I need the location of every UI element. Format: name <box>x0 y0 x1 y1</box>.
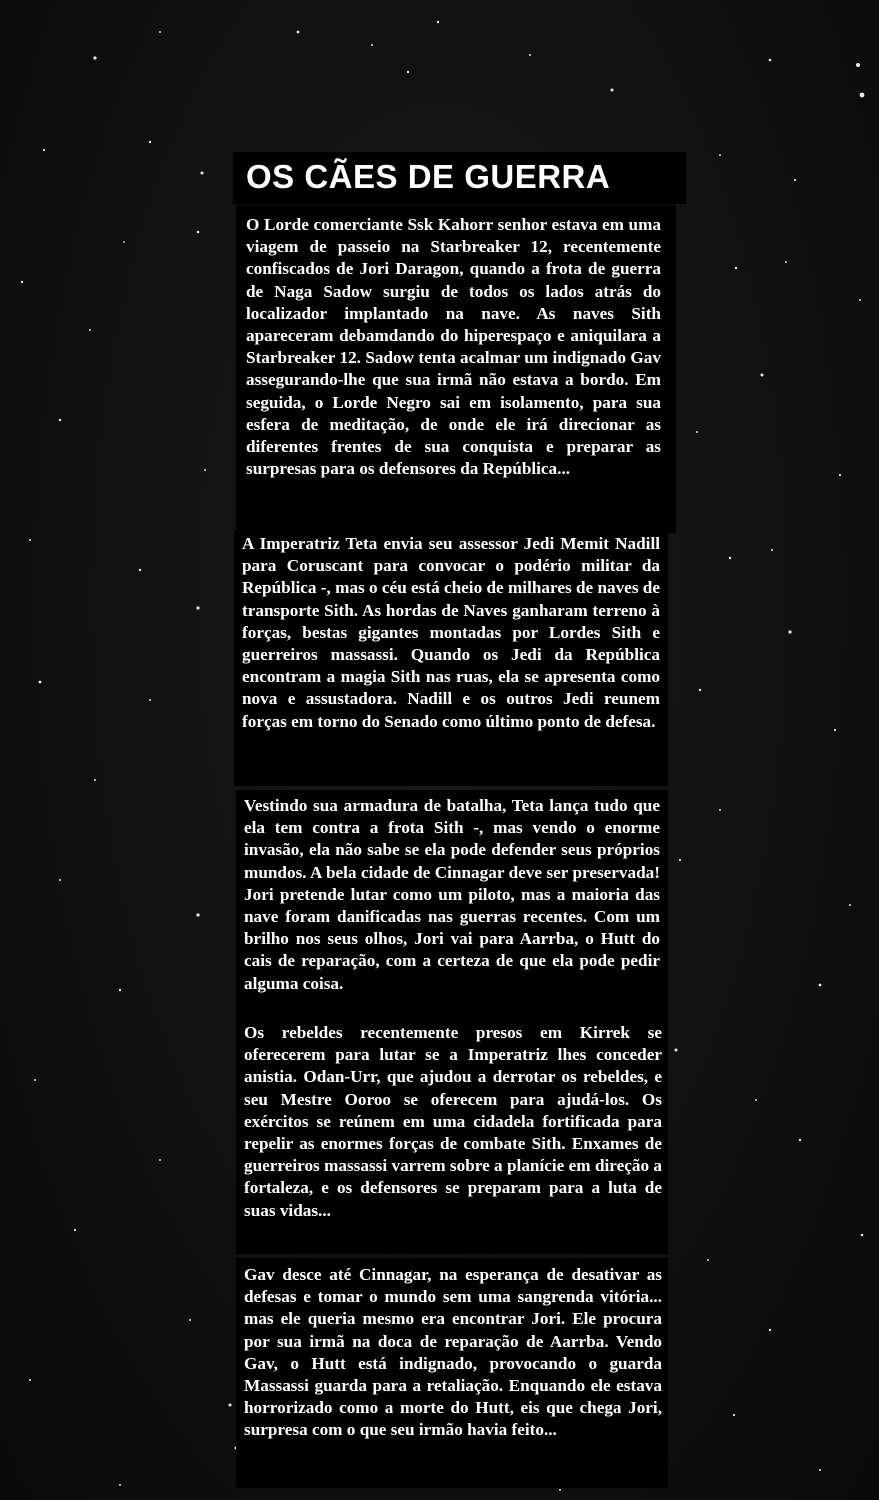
star <box>761 374 764 377</box>
star <box>834 729 836 731</box>
star <box>229 1404 232 1407</box>
star <box>849 904 851 906</box>
star <box>29 1379 31 1381</box>
star <box>123 241 125 243</box>
star <box>29 539 31 541</box>
star <box>699 689 701 691</box>
star <box>139 569 141 571</box>
star <box>297 31 300 34</box>
star <box>719 154 721 156</box>
star <box>733 1414 735 1416</box>
star <box>407 71 409 73</box>
star <box>839 474 841 476</box>
star <box>197 231 200 234</box>
star <box>204 469 206 471</box>
star <box>159 1159 161 1161</box>
star <box>860 93 865 98</box>
star <box>196 606 199 609</box>
star <box>755 1099 757 1101</box>
star <box>611 89 614 92</box>
star <box>34 1079 36 1081</box>
star <box>735 267 737 269</box>
star <box>437 21 439 23</box>
star <box>819 1469 821 1471</box>
star <box>196 913 199 916</box>
story-paragraph-2: A Imperatriz Teta envia seu assessor Jedi Memit Nadill para Coruscant para convocar o podério militar da República -, mas o céu está cheio de milhares de naves de transporte Sith. As hordas de Naves ganharam terreno à forças, bestas gigantes montadas por Lordes Sith e guerreiros massassi. Quando os Jedi da República encontram a magia Sith nas ruas, ela se apresenta como nova e assustadora. Nadill e os outros Jedi reunem forças em torno do Senado como último ponto de defesa. <box>242 534 660 731</box>
star <box>696 431 698 433</box>
star <box>39 681 42 684</box>
star <box>819 984 822 987</box>
story-paragraph-5: Gav desce até Cinnagar, na esperança de desativar as defesas e tomar o mundo sem uma sangrenda vitória... mas ele queria mesmo era encontrar Jori. Ele procura por sua irmã na doca de reparação de Aarrba. Vendo Gav, o Hutt está indignado, provocando o guarda Massassi guarda para a retaliação. Enquando ele estava horrorizado como a morte do Hutt, eis que chega Jori, surpresa com o que seu irmão havia feito... <box>244 1265 662 1440</box>
star <box>729 557 731 559</box>
star <box>371 44 373 46</box>
star <box>769 1329 771 1331</box>
star <box>119 989 121 991</box>
star <box>799 1139 801 1141</box>
star <box>94 779 96 781</box>
star <box>859 299 861 301</box>
star <box>149 141 151 143</box>
star <box>59 419 61 421</box>
star <box>794 179 796 181</box>
star <box>149 699 151 701</box>
star <box>788 630 791 633</box>
story-paragraph-3: Vestindo sua armadura de batalha, Teta lança tudo que ela tem contra a frota Sith -, mas vendo o enorme invasão, ela não sabe se ela pode defender seus próprios mundos. A bela cidade de Cinnagar deve ser preservada! Jori pretende lutar como um piloto, mas a maioria das nave foram danificadas nas guerras recentes. Com um brilho nos seus olhos, Jori vai para Aarrba, o Hutt do cais de reparação, com a certeza de que ela pode pedir alguma coisa. <box>244 796 660 993</box>
star <box>771 549 773 551</box>
star <box>769 59 772 62</box>
star <box>93 56 96 59</box>
star <box>74 1229 76 1231</box>
star <box>21 281 23 283</box>
star <box>559 1489 561 1491</box>
star <box>856 63 860 67</box>
star <box>43 149 45 151</box>
star <box>719 809 721 811</box>
page-title: OS CÃES DE GUERRA <box>246 158 611 195</box>
story-paragraph-1: O Lorde comerciante Ssk Kahorr senhor estava em uma viagem de passeio na Starbreaker 12, recentemente confiscados de Jori Daragon, quando a frota de guerra de Naga Sadow surgiu de todos os lados atrás do localizador implantado na nave. As naves Sith apareceram debamdando do hiperespaço e aniquilara a Starbreaker 12. Sadow tenta acalmar um indignado Gav assegurando-lhe que sua irmã não estava a bordo. Em seguida, o Lorde Negro sai em isolamento, para sua esfera de meditação, de onde ele irá direcionar as diferentes frentes de sua conquista e preparar as surpresas para os defensores da República... <box>246 215 661 479</box>
star <box>529 54 531 56</box>
star <box>785 261 787 263</box>
star <box>119 1484 121 1486</box>
star <box>679 859 681 861</box>
star <box>675 1049 678 1052</box>
star <box>189 1319 191 1321</box>
star <box>159 31 161 33</box>
star <box>59 879 61 881</box>
star <box>861 1234 864 1237</box>
star <box>707 1259 709 1261</box>
star <box>201 172 204 175</box>
story-paragraph-4: Os rebeldes recentemente presos em Kirrek se oferecerem para lutar se a Imperatriz lhes conceder anistia. Odan-Urr, que ajudou a derrotar os rebeldes, e seu Mestre Ooroo se oferecem para ajudá-los. Os exércitos se reúnem em uma cidadela fortificada para repelir as enormes forças de combate Sith. Enxames de guerreiros massassi varrem sobre a planície em direção a fortaleza, e os defensores se preparam para a luta de suas vidas... <box>244 1023 662 1220</box>
star <box>89 329 91 331</box>
